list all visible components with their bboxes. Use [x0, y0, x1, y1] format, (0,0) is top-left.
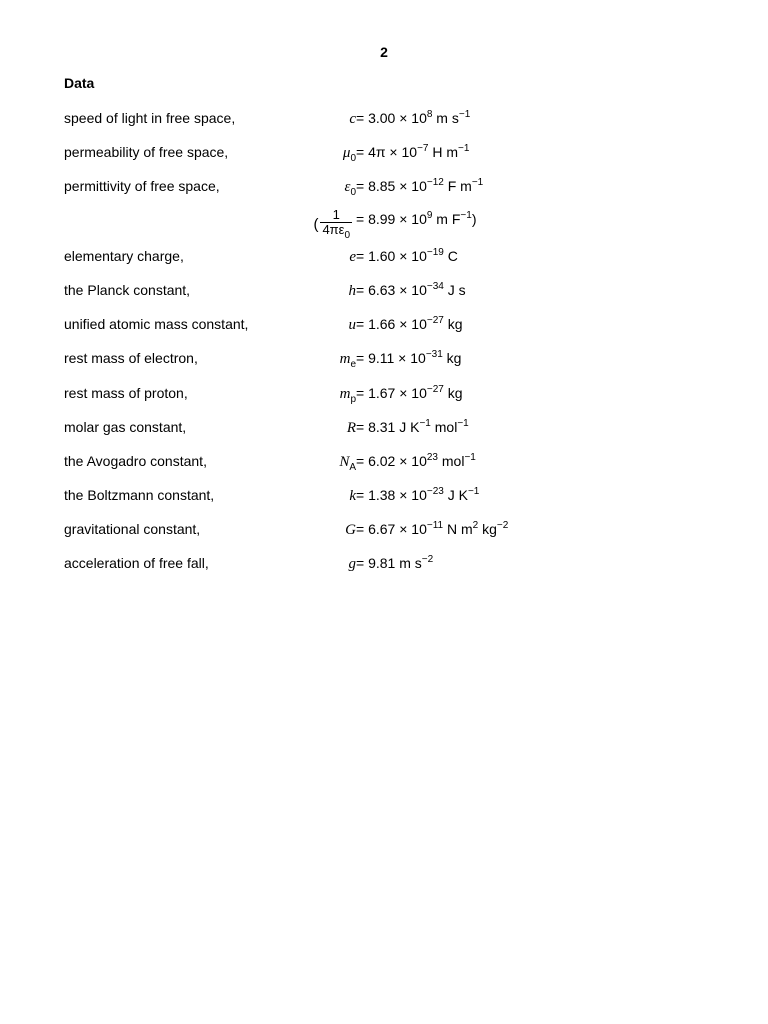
- constant-row: [0, 521, 768, 541]
- value-text: 8.85 × 10: [368, 178, 427, 194]
- symbol-text: μ: [342, 145, 351, 161]
- constant-row: [0, 178, 768, 198]
- symbol-subscript: A: [349, 462, 356, 473]
- constant-symbol: [339, 453, 356, 471]
- value-text: 4π × 10: [368, 144, 418, 160]
- constant-symbol: [343, 144, 356, 162]
- value-exponent: −27: [426, 315, 444, 326]
- constant-value: = $6.63 \times 10^{-34}$ J s: [356, 281, 466, 298]
- constant-row: [0, 248, 768, 268]
- value-text: 6.02 × 10: [368, 453, 427, 469]
- unit-text: C: [443, 248, 458, 264]
- constant-row: [0, 316, 768, 336]
- constant-row: [0, 350, 768, 370]
- symbol-text: h: [348, 283, 356, 299]
- unit-exponent: −1: [458, 143, 470, 154]
- symbol-text: g: [348, 556, 356, 572]
- value-text: 8.31 J K: [368, 419, 420, 435]
- value-exponent: −31: [425, 349, 443, 360]
- constant-value: = $6.02 \times 10^{23}$ mol$^{-1}$: [356, 452, 476, 469]
- unit-text: J s: [443, 282, 466, 298]
- constant-symbol: [345, 521, 356, 539]
- coulomb-constant-row: [0, 207, 768, 241]
- constant-row: [0, 555, 768, 575]
- constant-value: = $6.67 \times 10^{-11}$ N $m^2$ $kg^{-2}$: [356, 520, 509, 537]
- constant-value: = $1.67 \times 10^{-27}$ kg: [356, 384, 463, 401]
- constant-value: = $3.00 \times 10^8$ m $s^{-1}$: [356, 109, 471, 126]
- value-text: 1.67 × 10: [368, 385, 427, 401]
- constant-value: = 8.31 J $K^{-1}$ mol$^{-1}$: [356, 418, 469, 435]
- constant-symbol: [349, 248, 356, 266]
- value-exponent: 23: [426, 452, 438, 463]
- constant-label: unified atomic mass constant,: [64, 316, 249, 332]
- value-exponent: −34: [426, 281, 444, 292]
- constant-symbol: [347, 419, 356, 437]
- coulomb-close-paren: ): [471, 211, 477, 227]
- constant-value: = 9.81 m $s^{-2}$: [356, 554, 434, 571]
- constant-row: [0, 385, 768, 405]
- constant-label: acceleration of free fall,: [64, 555, 209, 571]
- constant-label: molar gas constant,: [64, 419, 187, 435]
- unit2-text: kg: [478, 521, 497, 537]
- unit-text: F m: [443, 178, 472, 194]
- constant-label: rest mass of electron,: [64, 350, 198, 366]
- constant-row: [0, 110, 768, 130]
- data-heading: Data: [64, 75, 95, 91]
- constant-label: rest mass of proton,: [64, 385, 188, 401]
- unit-exponent: −1: [458, 109, 471, 120]
- symbol-subscript: e: [350, 359, 356, 370]
- constant-row: [0, 487, 768, 507]
- symbol-text: m: [339, 351, 351, 367]
- value-exponent: −7: [417, 143, 429, 154]
- unit2-exponent: −2: [496, 520, 509, 531]
- symbol-subscript: 0: [350, 187, 356, 198]
- value-text: 6.63 × 10: [368, 282, 427, 298]
- unit-exponent: −1: [467, 486, 480, 497]
- constant-value: = $4\pi \times 10^{-7}$ H $m^{-1}$: [356, 143, 470, 160]
- constant-symbol: [349, 282, 357, 300]
- coulomb-unit-exponent: −1: [460, 210, 472, 221]
- symbol-text: c: [349, 111, 356, 127]
- constant-value: = $8.85 \times 10^{-12}$ F $m^{-1}$: [356, 177, 484, 194]
- value-text: 9.11 × 10: [368, 350, 426, 366]
- coulomb-numerator: 1: [332, 207, 340, 222]
- value-text: 1.60 × 10: [368, 248, 427, 264]
- unit-text: kg: [443, 385, 463, 401]
- constant-label: gravitational constant,: [64, 521, 201, 537]
- unit-exponent: −1: [457, 418, 469, 429]
- constant-symbol: [345, 178, 356, 196]
- constant-label: permeability of free space,: [64, 144, 229, 160]
- coulomb-rhs: = $8.99 \times 10^9$ m $F^{-1}$): [356, 210, 477, 227]
- constant-label: speed of light in free space,: [64, 110, 236, 126]
- value-text: 9.81 m s: [368, 555, 422, 571]
- coulomb-denominator-text: 4πε: [322, 222, 345, 237]
- constant-symbol: [349, 316, 357, 334]
- constant-symbol: [340, 350, 356, 368]
- symbol-text: k: [349, 488, 356, 504]
- value-exponent: −1: [419, 418, 431, 429]
- constant-row: [0, 282, 768, 302]
- value-exponent: −27: [426, 384, 444, 395]
- constant-label: permittivity of free space,: [64, 178, 220, 194]
- value-exponent: −11: [426, 520, 444, 531]
- symbol-subscript: 0: [350, 153, 356, 164]
- constant-label: the Planck constant,: [64, 282, 191, 298]
- unit-text: kg: [443, 316, 463, 332]
- value-text: 6.67 × 10: [368, 521, 427, 537]
- value-text: 3.00 × 10: [368, 110, 427, 126]
- value-text: 1.66 × 10: [368, 316, 427, 332]
- coulomb-fraction: [320, 207, 352, 241]
- constant-value: = $1.66 \times 10^{-27}$ kg: [356, 315, 463, 332]
- unit-text: mol: [437, 453, 465, 469]
- coulomb-exponent: 9: [426, 210, 433, 221]
- symbol-text: R: [346, 420, 356, 436]
- symbol-text: ε: [344, 179, 351, 195]
- value-exponent: −23: [426, 486, 444, 497]
- unit-text: m s: [432, 110, 459, 126]
- coulomb-open-paren: (: [313, 216, 319, 234]
- unit-text: mol: [430, 419, 458, 435]
- constant-value: = $1.60 \times 10^{-19}$ C: [356, 247, 458, 264]
- coulomb-unit: m F: [432, 211, 461, 227]
- constant-symbol: [349, 110, 356, 128]
- value-exponent: −19: [426, 247, 444, 258]
- value-exponent: −2: [421, 554, 434, 565]
- symbol-subscript: p: [350, 394, 356, 405]
- coulomb-value: 8.99 × 10: [368, 211, 427, 227]
- page-number: 2: [380, 44, 388, 60]
- coulomb-lhs: [313, 207, 356, 241]
- unit-exponent: −1: [471, 177, 484, 188]
- symbol-text: G: [345, 522, 356, 538]
- symbol-text: u: [348, 317, 356, 333]
- constant-symbol: [340, 385, 356, 403]
- constant-value: = $1.38 \times 10^{-23}$ J $K^{-1}$: [356, 486, 480, 503]
- symbol-text: m: [339, 386, 351, 402]
- unit-exponent: −1: [464, 452, 476, 463]
- unit-text: N m: [443, 521, 473, 537]
- unit-text: H m: [428, 144, 459, 160]
- value-exponent: −12: [426, 177, 444, 188]
- coulomb-denominator-sub: 0: [344, 230, 350, 241]
- unit-exponent: 2: [472, 520, 479, 531]
- constant-label: the Avogadro constant,: [64, 453, 207, 469]
- constant-symbol: [349, 555, 357, 573]
- unit-text: kg: [442, 350, 462, 366]
- constant-symbol: [349, 487, 356, 505]
- constant-row: [0, 453, 768, 473]
- symbol-text: e: [349, 249, 356, 265]
- symbol-text: N: [339, 454, 350, 470]
- constant-label: the Boltzmann constant,: [64, 487, 215, 503]
- unit-text: J K: [443, 487, 468, 503]
- coulomb-denominator: [320, 222, 352, 241]
- constant-label: elementary charge,: [64, 248, 184, 264]
- value-exponent: 8: [426, 109, 433, 120]
- constant-row: [0, 419, 768, 439]
- value-text: 1.38 × 10: [368, 487, 427, 503]
- constant-row: [0, 144, 768, 164]
- constant-value: = $9.11 \times 10^{-31}$ kg: [356, 349, 462, 366]
